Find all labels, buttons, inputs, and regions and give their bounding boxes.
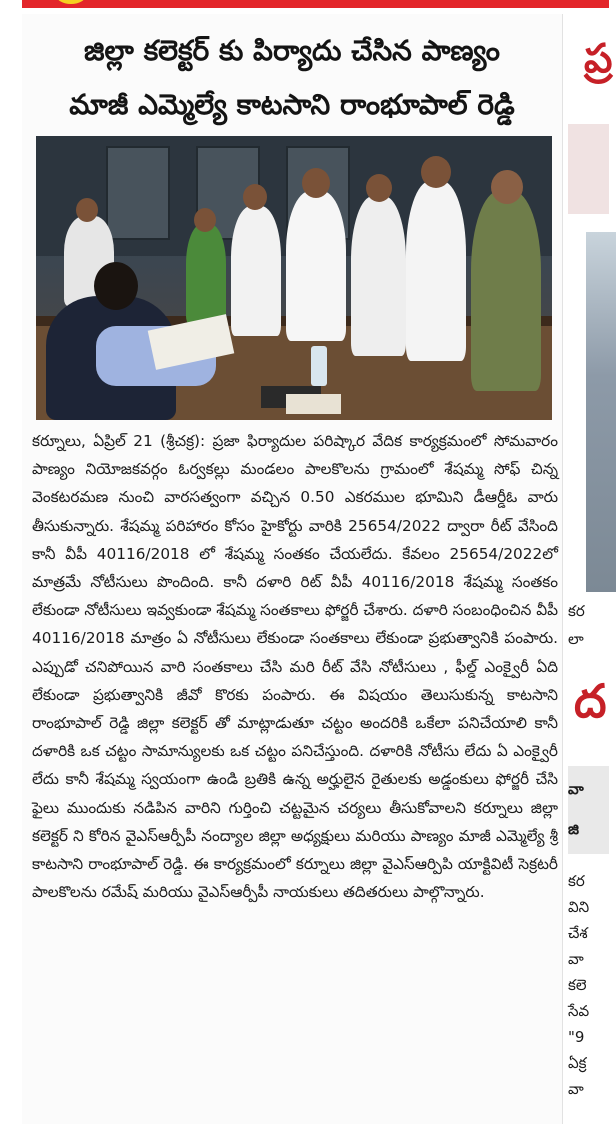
adjacent-text: వా (568, 780, 584, 798)
adjacent-text: సేవ (568, 1002, 590, 1020)
adjacent-article-fragment (568, 14, 613, 1129)
adjacent-text: చేశ (568, 924, 588, 942)
adjacent-photo (586, 232, 616, 592)
headline-line-1: జిల్లా కలెక్టర్ కు పిర్యాదు చేసిన పాణ్యం (84, 34, 500, 67)
adjacent-text: జి (568, 820, 579, 838)
news-article (22, 14, 563, 1124)
top-red-bar (22, 0, 609, 8)
adjacent-text: వా (568, 1080, 584, 1098)
article-photo (36, 136, 552, 420)
adjacent-text: కలె (568, 976, 587, 994)
adjacent-text: కర (568, 872, 585, 890)
adjacent-text: లా (568, 630, 584, 648)
adjacent-text: ఏక్ర (568, 1054, 587, 1072)
adjacent-text: కర (568, 602, 585, 620)
adjacent-text: వా (568, 950, 584, 968)
headline-line-2: మాజీ ఎమ్మెల్యే కాటసాని రాంభూపాల్ రెడ్డి (69, 88, 515, 121)
adjacent-headline-fragment: ప్ర (584, 36, 613, 82)
adjacent-text: విని (568, 898, 590, 916)
adjacent-red-heading: ద (574, 674, 607, 728)
adjacent-text: "9 (568, 1028, 585, 1046)
article-body: కర్నూలు, ఏప్రిల్ 21 (శ్రీచక్ర): ప్రజా ఫిర్యాదుల పరిష్కార వేదిక కార్యక్రమంలో సోమవారం పాణ్యం నియోజకవర్గం ఓర్వకల్లు మండలం పాలకొలను గ్రామంలో శేషమ్మ సోఫ్ చిన్న వెంకటరమణ నుంచి వారసత్వంగా వచ్చిన 0.50 ఎకరముల భూమిని డీఆర్డీఓ వారు తీసుకున్నారు. శేషమ్మ పరిహారం కోసం హైకోర్టు వారికి 25654/2022 ద్వారా రీట్ వేసింది కానీ వీపీ 40116/2018 లో శేషమ్మ సంతకం చేయలేదు. కేవలం 25654/2022లో మాత్రమే నోటీసులు పొందింది. కానీ దళారి రిట్ వీపీ 40116/2018 శేషమ్మ సంతకం లేకుండా నోటీసులు ఇవ్వకుండా శేషమ్మ సంతకాలు ఫోర్జరీ చేశారు. దళారి సంబంధించిన వీపీ 40116/2018 మాత్రం ఏ నోటీసులు లేకుండా సంతకాలు లేకుండా ప్రభుత్వానికి పంపారు. ఎప్పుడో చనిపోయిన వారి సంతకాలు చేసి మరి రీట్ వేసి నోటీసులు , ఫీల్డ్ ఎంక్వైరీ ఏది లేకుండా ప్రభుత్వానికి జీవో కొరకు పంపారు. ఈ విషయం తెలుసుకున్న కాటసాని రాంభూపాల్ రెడ్డి జిల్లా కలెక్టర్ తో మాట్లాడుతూ చట్టం అందరికి ఒకేలా పనిచేయాలి కానీ దళారికి ఒక చట్టం సామాన్యులకు ఒక చట్టం పనిచేస్తుంది. దళారికి నోటీసు లేదు ఏ ఎంక్వైరీ లేదు కానీ శేషమ్మ స్వయంగా ఉండి బ్రతికి ఉన్న అర్హులైన రైతులకు అడ్డంకులు ఫోర్జరీ చేసి ఫైలు ముందుకు నడిపిన వారిని గుర్తించి చట్టమైన చర్యలు తీసుకోవాలని కర్నూలు జిల్లా కలెక్టర్ ని కోరిన వైఎస్ఆర్పీపీ నంద్యాల జిల్లా అధ్యక్షులు మరియు పాణ్యం మాజీ ఎమ్మెల్యే శ్రీ కాటసాని రాంభూపాల్ రెడ్డి. ఈ కార్యక్రమంలో కర్నూలు జిల్లా వైఎస్ఆర్పిపి యాక్టివిటీ సెక్రటరీ పాలకొలను రమేష్ మరియు వైఎస్ఆర్పీపీ నాయకులు తదితరులు పాల్గొన్నారు. (32, 432, 558, 902)
